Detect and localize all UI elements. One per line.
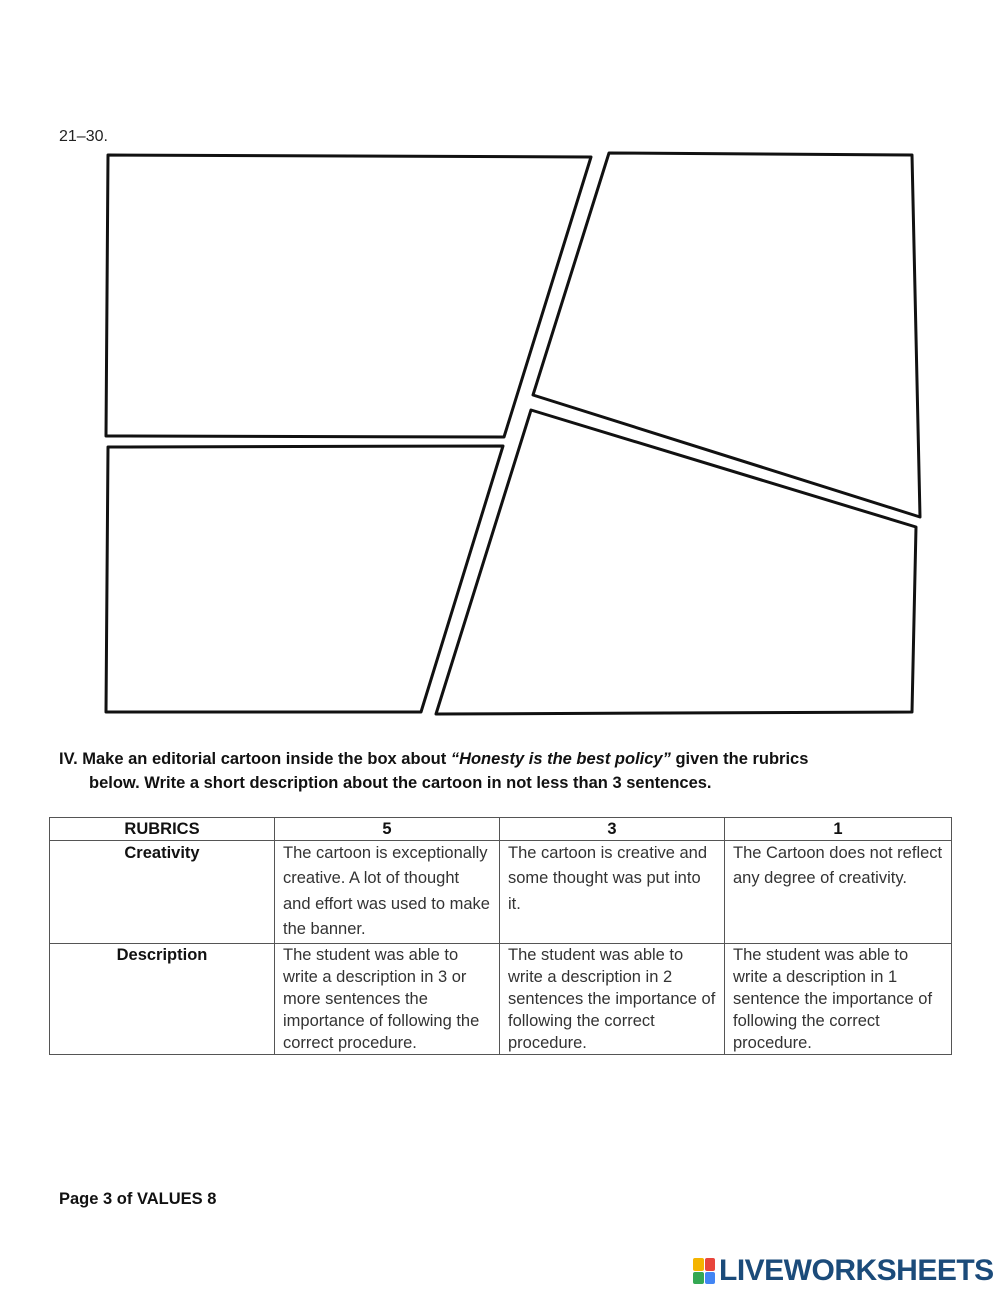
logo-square-1 bbox=[693, 1258, 704, 1271]
criterion-description: Description bbox=[50, 943, 275, 1054]
logo-square-2 bbox=[705, 1258, 716, 1271]
panel-bottom-left[interactable] bbox=[106, 446, 503, 712]
description-score-5: The student was able to write a description in 3 or more sentences the importance of following the correct procedure. bbox=[275, 943, 500, 1054]
creativity-score-3: The cartoon is creative and some thought was put into it. bbox=[500, 841, 725, 944]
rubric-table bbox=[49, 817, 952, 1055]
rubric-header-5: 5 bbox=[275, 818, 500, 841]
instruction-topic: “Honesty is the best policy” bbox=[450, 750, 671, 768]
page-label: Page 3 of VALUES 8 bbox=[59, 1190, 217, 1208]
logo-square-4 bbox=[705, 1272, 716, 1285]
rubric-header-row bbox=[50, 818, 952, 841]
description-score-1: The student was able to write a description in 1 sentence the importance of following the correct procedure. bbox=[725, 943, 952, 1054]
description-score-3: The student was able to write a description in 2 sentences the importance of following the correct procedure. bbox=[500, 943, 725, 1054]
creativity-score-1: The Cartoon does not reflect any degree of creativity. bbox=[725, 841, 952, 944]
liveworksheets-logo-icon bbox=[693, 1258, 715, 1284]
item-number: 21–30. bbox=[59, 128, 108, 145]
creativity-score-5: The cartoon is exceptionally creative. A lot of thought and effort was used to make the banner. bbox=[275, 841, 500, 944]
instruction-line2: below. Write a short description about the cartoon in not less than 3 sentences. bbox=[89, 774, 712, 792]
instruction-prefix: IV. Make an editorial cartoon inside the box about bbox=[59, 750, 451, 768]
brand-name: LIVEWORKSHEETS bbox=[719, 1254, 994, 1287]
instruction-suffix: given the rubrics bbox=[670, 750, 809, 768]
panel-top-left[interactable] bbox=[106, 155, 591, 437]
rubric-header-1: 1 bbox=[725, 818, 952, 841]
instruction bbox=[59, 747, 939, 795]
criterion-creativity: Creativity bbox=[50, 841, 275, 944]
rubric-row-creativity bbox=[50, 841, 952, 944]
logo-square-3 bbox=[693, 1272, 704, 1285]
liveworksheets-logo[interactable] bbox=[693, 1254, 994, 1288]
rubric-row-description bbox=[50, 943, 952, 1054]
rubric-header-rubrics: RUBRICS bbox=[50, 818, 275, 841]
rubric-header-3: 3 bbox=[500, 818, 725, 841]
